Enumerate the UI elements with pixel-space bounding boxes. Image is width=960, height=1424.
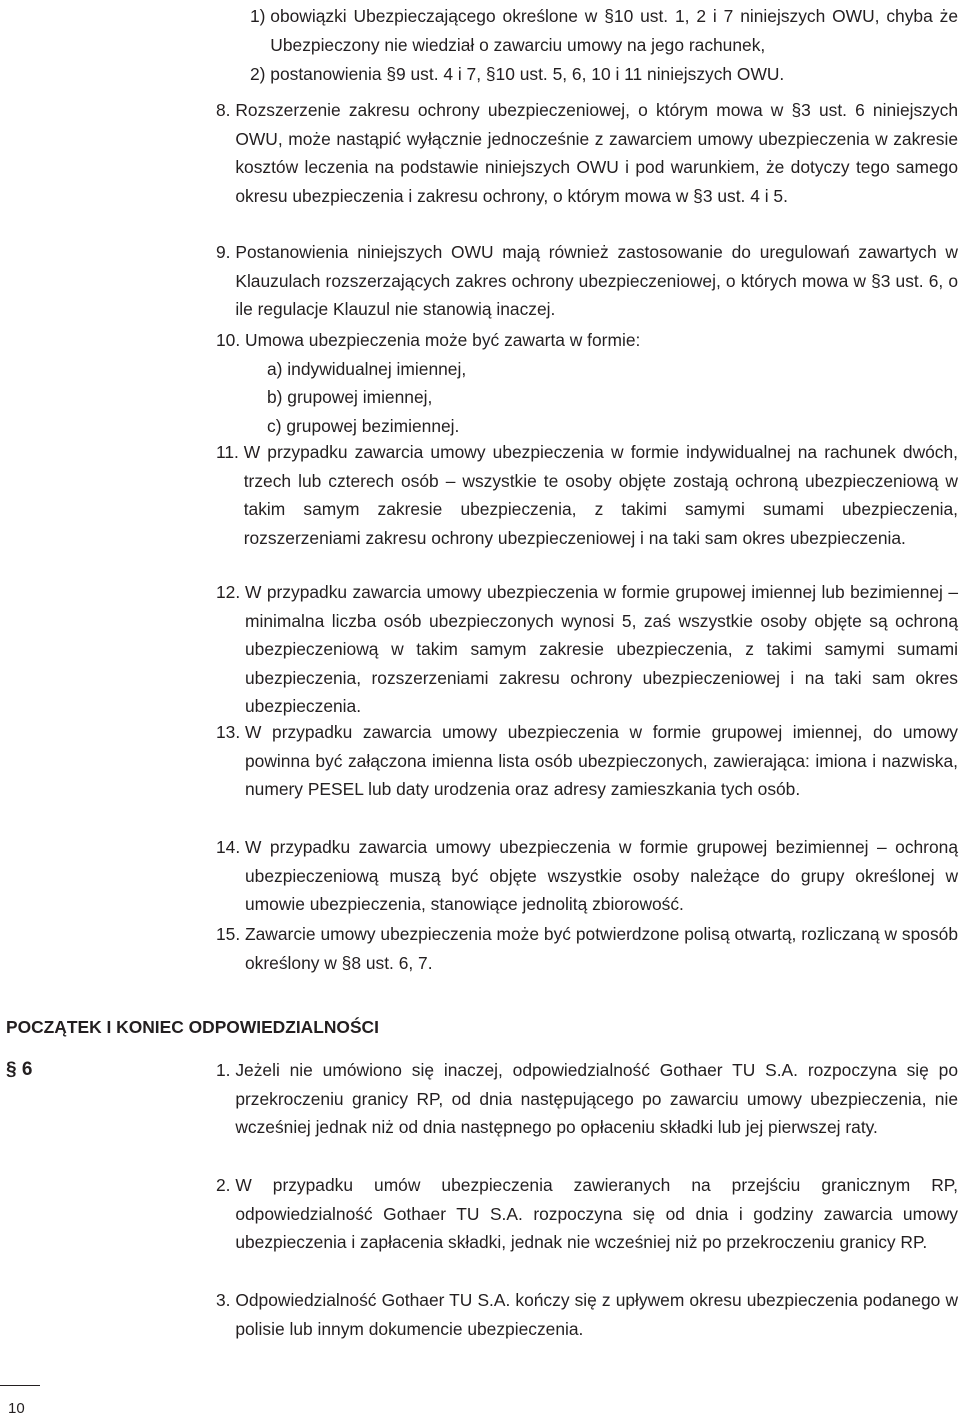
paragraph-9 bbox=[216, 238, 958, 324]
section-mark: § 6 bbox=[6, 1059, 33, 1080]
paragraph-number: 13. bbox=[216, 722, 246, 742]
form-option-b: b) grupowej imiennej, bbox=[267, 387, 433, 408]
clause-item-text: postanowienia §9 ust. 4 i 7, §10 ust. 5, 6, 10 i 11 niniejszych OWU. bbox=[270, 64, 785, 84]
paragraph-number: 14. bbox=[216, 837, 246, 857]
paragraph-13 bbox=[216, 718, 958, 804]
paragraph-text: W przypadku zawarcia umowy ubezpieczenia w formie indywidualnej na rachunek dwóch, trzech lub czterech osób – wszystkie te osoby objęte zostają ochroną ubezpieczeniową w takim samym zakresie ubezpieczenia, z takimi samymi sumami ubezpieczenia, rozszerzeniami zakresu ochrony ubezpieczeniowej i na taki sam okres ubezpieczenia. bbox=[243, 442, 958, 548]
paragraph-text: W przypadku zawarcia umowy ubezpieczenia w formie grupowej bezimiennej – ochroną ubezpieczeniową muszą być objęte wszystkie osoby należące do grupy określonej w umowie ubezpieczenia, stanowiące jednolitą zbiorowość. bbox=[245, 837, 958, 915]
paragraph-12 bbox=[216, 578, 958, 721]
clause-item-text: obowiązki Ubezpieczającego określone w §10 ust. 1, 2 i 7 niniejszych OWU, chyba że Ubezpieczony nie wiedział o zawarciu umowy na jego rachunek, bbox=[270, 6, 958, 55]
paragraph-text: Zawarcie umowy ubezpieczenia może być potwierdzone polisą otwartą, rozliczaną w sposób określony w §8 ust. 6, 7. bbox=[245, 924, 958, 973]
paragraph-11 bbox=[216, 438, 958, 552]
paragraph-text: Rozszerzenie zakresu ochrony ubezpieczeniowej, o którym mowa w §3 ust. 6 niniejszych OWU, może nastąpić wyłącznie jednocześnie z zawarciem umowy ubezpieczenia w zakresie kosztów leczenia na podstawie niniejszych OWU i pod warunkiem, że dotyczy tego samego okresu ubezpieczenia i zakresu ochrony, o którym mowa w §3 ust. 4 i 5. bbox=[235, 100, 958, 206]
section-item-number: 3. bbox=[216, 1290, 236, 1310]
paragraph-text: W przypadku zawarcia umowy ubezpieczenia w formie grupowej imiennej lub bezimiennej – minimalna liczba osób ubezpieczonych wynosi 5, zaś wszystkie osoby objęte są ochroną ubezpieczeniową w takim samym zakresie ubezpieczenia, z takimi samymi sumami ubezpieczenia, rozszerzeniami zakresu ochrony ubezpieczeniowej i na taki sam okres ubezpieczenia. bbox=[245, 582, 958, 717]
clause-item-number: 2) bbox=[250, 64, 271, 84]
section-item-1 bbox=[216, 1056, 958, 1142]
paragraph-14 bbox=[216, 833, 958, 919]
section-item-number: 2. bbox=[216, 1175, 236, 1195]
paragraph-number: 8. bbox=[216, 100, 236, 120]
paragraph-15 bbox=[216, 920, 958, 977]
paragraph-10 bbox=[216, 326, 958, 440]
clause-item-2 bbox=[250, 60, 958, 89]
form-option-a: a) indywidualnej imiennej, bbox=[267, 358, 467, 379]
section-item-text: Jeżeli nie umówiono się inaczej, odpowiedzialność Gothaer TU S.A. rozpoczyna się po przekroczeniu granicy RP, od dnia następującego po zawarciu umowy ubezpieczenia, nie wcześniej jednak niż od dnia następnego po opłaceniu składki lub jej pierwszej raty. bbox=[235, 1060, 958, 1138]
clause-item-number: 1) bbox=[250, 6, 271, 26]
page-number: 10 bbox=[8, 1400, 25, 1417]
paragraph-number: 10. bbox=[216, 330, 246, 350]
footer-rule bbox=[0, 1385, 40, 1386]
clause-item-1 bbox=[250, 2, 958, 59]
paragraph-number: 15. bbox=[216, 924, 246, 944]
section-heading: POCZĄTEK I KONIEC ODPOWIEDZIALNOŚCI bbox=[6, 1017, 379, 1037]
paragraph-text: Postanowienia niniejszych OWU mają również zastosowanie do uregulowań zawartych w Klauzulach rozszerzających zakres ochrony ubezpieczeniowej, o których mowa w §3 ust. 6, o ile regulacje Klauzul nie stanowią inaczej. bbox=[235, 242, 958, 320]
form-option-c: c) grupowej bezimiennej. bbox=[267, 415, 460, 436]
paragraph-lead: Umowa ubezpieczenia może być zawarta w formie: bbox=[245, 330, 641, 350]
section-item-2 bbox=[216, 1171, 958, 1257]
paragraph-text: W przypadku zawarcia umowy ubezpieczenia w formie grupowej imiennej, do umowy powinna być załączona imienna lista osób ubezpieczonych, zawierająca: imiona i nazwiska, numery PESEL lub daty urodzenia oraz adresy zamieszkania tych osób. bbox=[245, 722, 958, 800]
paragraph-8 bbox=[216, 96, 958, 210]
paragraph-text bbox=[245, 326, 958, 440]
paragraph-number: 11. bbox=[216, 442, 244, 462]
section-item-number: 1. bbox=[216, 1060, 236, 1080]
section-item-text: W przypadku umów ubezpieczenia zawieranych na przejściu granicznym RP, odpowiedzialność Gothaer TU S.A. rozpoczyna się od dnia i godziny zawarcia umowy ubezpieczenia i zapłacenia składki, jednak nie wcześniej niż po przekroczeniu granicy RP. bbox=[235, 1175, 958, 1253]
paragraph-number: 12. bbox=[216, 582, 246, 602]
paragraph-number: 9. bbox=[216, 242, 236, 262]
section-item-3 bbox=[216, 1286, 958, 1343]
section-item-text: Odpowiedzialność Gothaer TU S.A. kończy się z upływem okresu ubezpieczenia podanego w polisie lub innym dokumencie ubezpieczenia. bbox=[235, 1290, 958, 1339]
